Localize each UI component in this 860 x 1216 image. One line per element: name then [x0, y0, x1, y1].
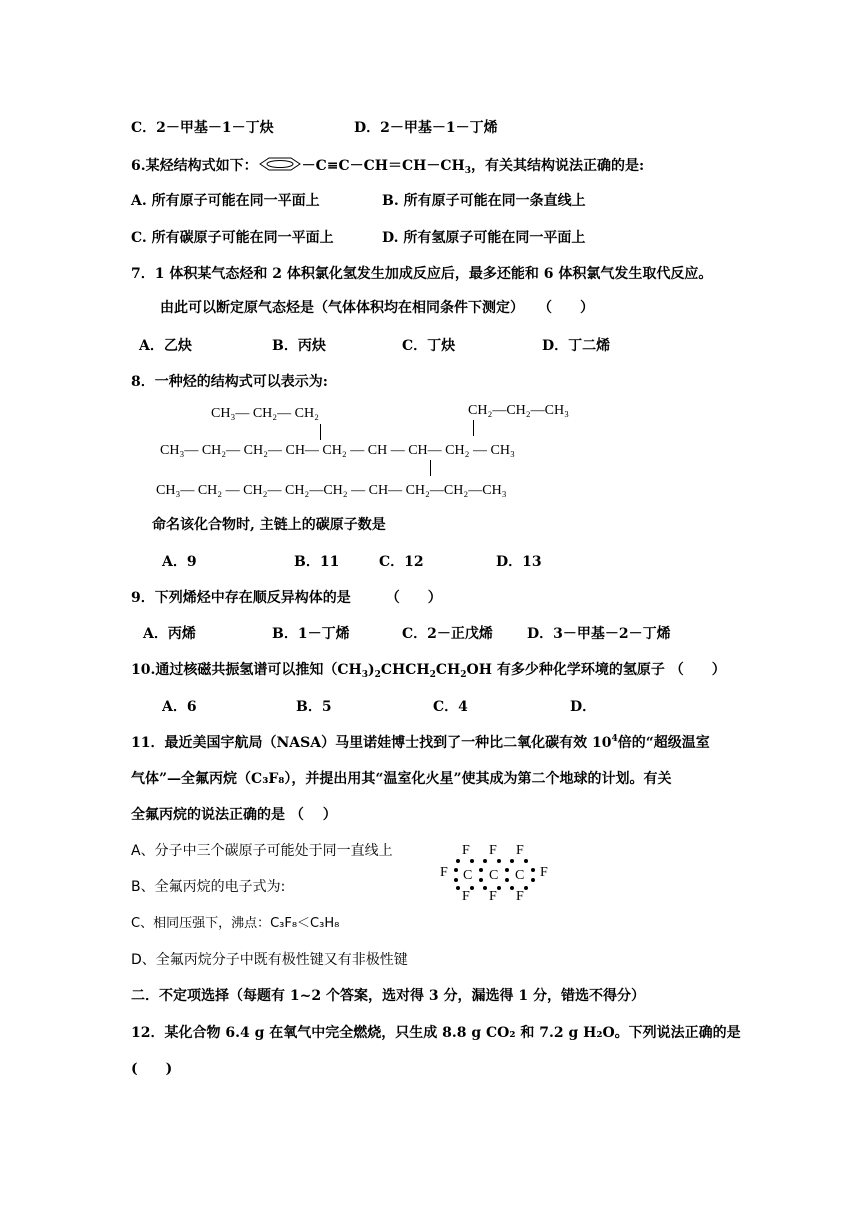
q7-option-a: A．乙炔 [139, 338, 192, 354]
q10-option-c: C．4 [433, 699, 468, 715]
electron-dot [497, 886, 501, 890]
q6-option-a: A. 所有原子可能在同一平面上 [131, 193, 320, 209]
q9-option-d: D．3－甲基－2－丁烯 [527, 626, 671, 642]
q5-option-d: D．2－甲基－1－丁烯 [354, 120, 498, 136]
q10-option-b: B．5 [296, 699, 332, 715]
electron-dot [497, 859, 501, 863]
q8-question: 命名该化合物时, 主链上的碳原子数是 [152, 517, 386, 533]
q10-option-a: A．6 [162, 699, 197, 715]
electron-dot [456, 886, 460, 890]
q6-option-b: B. 所有原子可能在同一条直线上 [382, 193, 586, 209]
electron-dot [510, 886, 514, 890]
electron-dot [454, 868, 458, 872]
q6-option-c: C. 所有碳原子可能在同一平面上 [131, 230, 334, 246]
q11-option-b: B、全氟丙烷的电子式为: [131, 879, 286, 895]
q9-option-c: C．2－正戊烯 [402, 626, 493, 642]
electron-dot [483, 886, 487, 890]
electron-dot [505, 878, 509, 882]
q6-formula: $-C\equiv C-CH=CH-CH_3$ [301, 158, 472, 176]
q8-option-a: A．9 [162, 554, 197, 570]
q8-option-b: B．11 [294, 554, 340, 570]
q11-line-2: 气体”—全氟丙烷（C₃F₈），并提出用其“温室化火星”使其成为第二个地球的计划。有关 [131, 771, 672, 787]
carbon-atom: C [515, 868, 525, 883]
q6-suffix: ，有关其结构说法正确的是: [471, 158, 645, 174]
q12-line-1: 12．某化合物 6.4 g 在氧气中完全燃烧，只生成 8.8 g CO₂ 和 7.2 g H₂O。下列说法正确的是 [131, 1025, 741, 1041]
q7-option-b: B．丙炔 [272, 338, 326, 354]
carbon-atom: C [463, 868, 473, 883]
fluorine-atom: F [489, 889, 497, 904]
q8-row2-main: CH₃— CH₂— CH₂— CH— CH₂ — CH — CH— CH₂ — CH₃ [160, 443, 515, 458]
q7-line-1: 7．1 体积某气态烃和 2 体积氯化氢发生加成反应后，最多还能和 6 体积氯气发生取代反应。 [131, 266, 713, 282]
electron-dot [505, 868, 509, 872]
q8-row1-right: CH₂—CH₂—CH₃ [468, 403, 569, 418]
fluorine-atom: F [462, 889, 470, 904]
electron-dot [454, 878, 458, 882]
fluorine-atom: F [462, 843, 470, 858]
q9-option-b: B．1－丁烯 [272, 626, 350, 642]
q11-line-3: 全氟丙烷的说法正确的是 （ ） [131, 807, 337, 823]
electron-dot [531, 878, 535, 882]
q5-option-c: C．2－甲基－1－丁炔 [131, 120, 274, 136]
q8-row3: CH₃— CH₂ — CH₂— CH₂—CH₂ — CH— CH₂—CH₂—CH₃ [156, 483, 507, 498]
fluorine-atom: F [440, 865, 448, 880]
q11-option-c: C、相同压强下，沸点：C₃F₈＜C₃H₈ [131, 916, 340, 931]
q6-stem [131, 156, 644, 175]
q9-option-a: A．丙烯 [143, 626, 196, 642]
carbon-atom: C [489, 868, 499, 883]
fluorine-atom: F [516, 843, 524, 858]
electron-dot [479, 878, 483, 882]
q8-bond-vertical [320, 424, 321, 440]
electron-dot [456, 859, 460, 863]
q12-line-2: ( ) [131, 1061, 173, 1077]
electron-dot [479, 868, 483, 872]
section-2-title: 二．不定项选择（每题有 1~2 个答案，选对得 3 分，漏选得 1 分，错选不得分） [131, 988, 645, 1004]
q7-line-2: 由此可以断定原气态烃是（气体体积均在相同条件下测定） （ ） [160, 300, 594, 316]
q8-option-d: D．13 [496, 554, 542, 570]
electron-dot [531, 868, 535, 872]
electron-dot [470, 859, 474, 863]
fluorine-atom: F [516, 889, 524, 904]
q8-stem: 8．一种烃的结构式可以表示为: [131, 374, 328, 390]
q8-row1-left: CH₃— CH₂— CH₂ [211, 406, 319, 421]
q6-prefix: 6.某烃结构式如下： [131, 158, 258, 174]
electron-dot [510, 859, 514, 863]
q9-stem: 9．下列烯烃中存在顺反异构体的是 （ ） [131, 590, 442, 606]
q8-bond-vertical [430, 460, 431, 476]
q10-option-d: D． [570, 699, 597, 715]
electron-dot [470, 886, 474, 890]
q7-option-d: D．丁二烯 [542, 338, 611, 354]
q7-option-c: C．丁炔 [402, 338, 456, 354]
q8-option-c: C．12 [379, 554, 424, 570]
q10-stem: 10.通过核磁共振氢谱可以推知$(CH_3)_2CHCH_2CH_2OH$ 有多少种化学环境的氢原子 （ ） [131, 662, 726, 680]
q11-line-1: 11．最近美国宇航局（NASA）马里诺娃博士找到了一种比二氧化碳有效 $10^4$倍的“超级温室 [131, 734, 710, 751]
fluorine-atom: F [540, 865, 548, 880]
q11-option-d: D、全氟丙烷分子中既有极性键又有非极性键 [131, 952, 408, 968]
q11-option-a: A、分子中三个碳原子可能处于同一直线上 [131, 843, 393, 859]
q6-option-d: D. 所有氢原子可能在同一平面上 [382, 230, 586, 246]
electron-dot [483, 859, 487, 863]
electron-dot [524, 859, 528, 863]
q8-bond-vertical [473, 420, 474, 436]
benzene-ring-icon [258, 156, 302, 172]
electron-dot [524, 886, 528, 890]
fluorine-atom: F [489, 843, 497, 858]
